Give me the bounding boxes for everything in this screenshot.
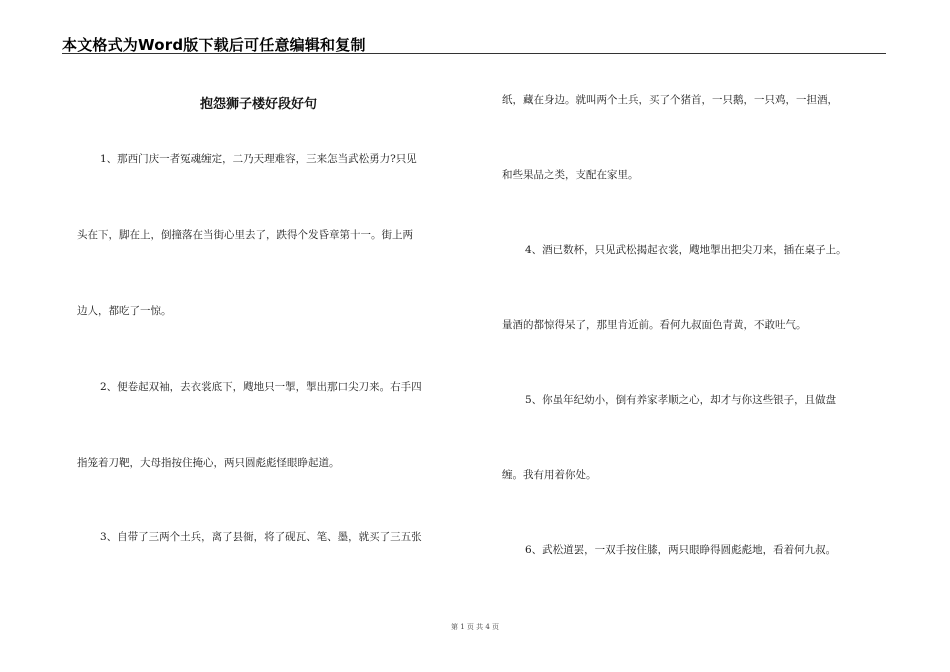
document-title: 抱怨狮子楼好段好句 (200, 97, 318, 112)
paragraph-line: 和些果品之类，支配在家里。 (502, 169, 639, 181)
paragraph-line: 缠。我有用着你处。 (502, 469, 597, 481)
paragraph-line: 头在下，脚在上，倒撞落在当街心里去了，跌得个发昏章第十一。街上两 (77, 229, 413, 241)
header-divider (62, 53, 886, 54)
header-title: 本文格式为Word版下载后可任意编辑和复制 (62, 36, 366, 54)
paragraph-line: 指笼着刀靶，大母指按住掩心，两只圆彪彪怪眼睁起道。 (77, 457, 340, 469)
paragraph-line: 边人，都吃了一惊。 (77, 305, 172, 317)
paragraph-line: 2、便卷起双袖，去衣裳底下，飕地只一掣，掣出那口尖刀来。右手四 (100, 381, 422, 393)
page-number: 第 1 页 共 4 页 (450, 623, 500, 631)
paragraph-line: 3、自带了三两个土兵，离了县衙，将了砚瓦、笔、墨，就买了三五张 (100, 531, 422, 543)
paragraph-line: 6、武松道罢，一双手按住膝，两只眼睁得圆彪彪地，看着何九叔。 (525, 544, 837, 556)
paragraph-line: 量酒的都惊得呆了，那里肯近前。看何九叔面色青黄，不敢吐气。 (502, 319, 807, 331)
paragraph-line: 4、酒已数杯，只见武松揭起衣裳，飕地掣出把尖刀来，插在桌子上。 (525, 244, 847, 256)
paragraph-line: 5、你虽年纪幼小，倒有养家孝顺之心，却才与你这些银子，且做盘 (525, 394, 837, 406)
paragraph-line: 1、那西门庆一者冤魂缠定，二乃天理难容，三来怎当武松勇力?只见 (100, 153, 417, 165)
paragraph-line: 纸，藏在身边。就叫两个土兵，买了个猪首，一只鹅，一只鸡，一担酒， (502, 94, 838, 106)
